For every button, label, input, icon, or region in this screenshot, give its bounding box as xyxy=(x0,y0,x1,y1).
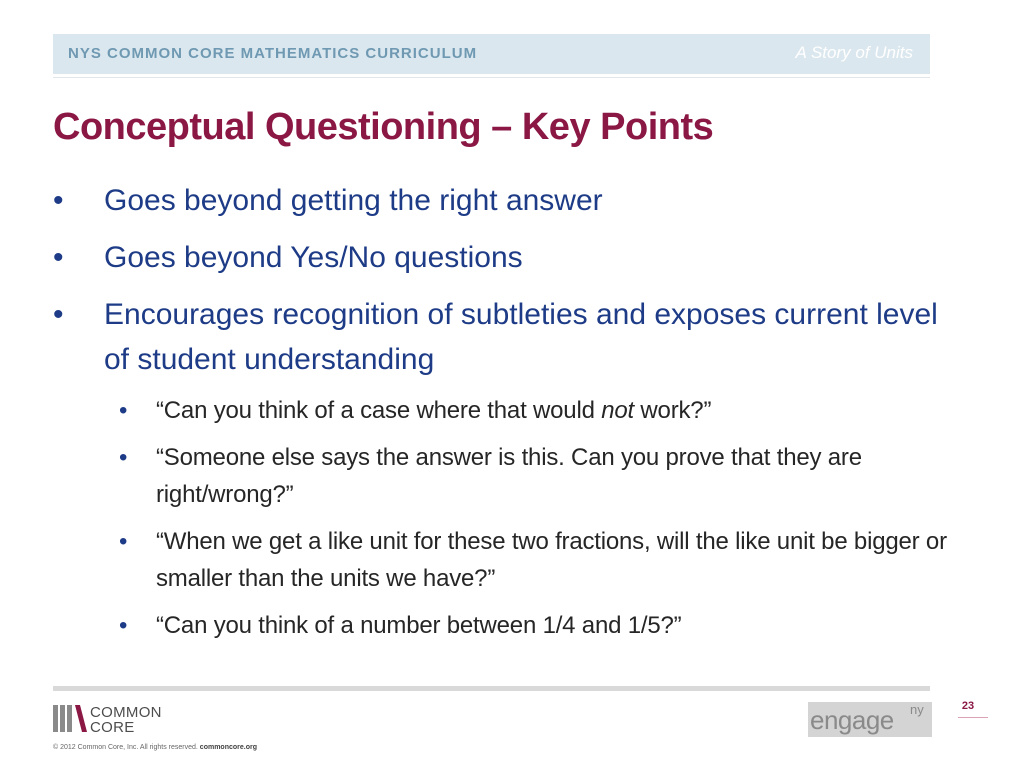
sub-bullet-text: “When we get a like unit for these two fractions, will the like unit be bigger or smaller than the units we have?” xyxy=(156,528,947,592)
copyright-link[interactable]: commoncore.org xyxy=(199,744,257,751)
sub-bullet-text: “Someone else says the answer is this. Can you prove that they are right/wrong?” xyxy=(156,444,862,508)
copyright-notice xyxy=(53,744,257,751)
engageny-logo xyxy=(808,702,932,737)
bullet-text: Goes beyond getting the right answer xyxy=(104,184,603,217)
sub-bullet-text-after: work?” xyxy=(633,397,712,424)
bullet-glyph: • xyxy=(53,184,64,217)
bullet-list xyxy=(53,178,963,654)
curriculum-label: NYS COMMON CORE MATHEMATICS CURRICULUM xyxy=(68,45,478,62)
sub-bullet-item xyxy=(104,523,963,597)
logo-line-1: COMMON xyxy=(90,704,162,721)
common-core-wordmark xyxy=(90,705,162,735)
sub-bullet-glyph: • xyxy=(119,397,128,424)
sub-bullet-list xyxy=(104,392,963,644)
bullet-item xyxy=(53,235,963,280)
bullet-item xyxy=(53,178,963,223)
sub-bullet-glyph: • xyxy=(119,612,128,639)
header-divider xyxy=(53,77,930,78)
sub-bullet-glyph: • xyxy=(119,528,128,555)
page-number: 23 xyxy=(961,700,975,712)
footer-divider xyxy=(53,686,930,691)
series-label: A Story of Units xyxy=(795,43,913,62)
logo-line-2: CORE xyxy=(90,719,135,736)
sub-bullet-item xyxy=(104,439,963,513)
bullet-glyph: • xyxy=(53,241,64,274)
bullet-glyph: • xyxy=(53,298,64,331)
engage-wordmark: engage xyxy=(810,705,894,735)
copyright-text: © 2012 Common Core, Inc. All rights reserved. xyxy=(53,744,198,751)
bullet-text: Goes beyond Yes/No questions xyxy=(104,241,523,274)
sub-bullet-item xyxy=(104,607,963,644)
slide-title: Conceptual Questioning – Key Points xyxy=(53,106,714,148)
common-core-bars-icon xyxy=(53,705,87,732)
sub-bullet-item xyxy=(104,392,963,429)
bullet-text: Encourages recognition of subtleties and exposes current level of student understanding xyxy=(104,298,938,376)
sub-bullet-text-before: “Can you think of a case where that would xyxy=(156,397,602,424)
sub-bullet-text: “Can you think of a number between 1/4 and 1/5?” xyxy=(156,612,682,639)
sub-bullet-glyph: • xyxy=(119,444,128,471)
header-bar xyxy=(53,34,930,74)
bullet-item xyxy=(53,292,963,644)
sub-bullet-emphasis: not xyxy=(601,397,634,424)
page-number-underline xyxy=(958,717,988,718)
engage-superscript: ny xyxy=(910,702,924,717)
